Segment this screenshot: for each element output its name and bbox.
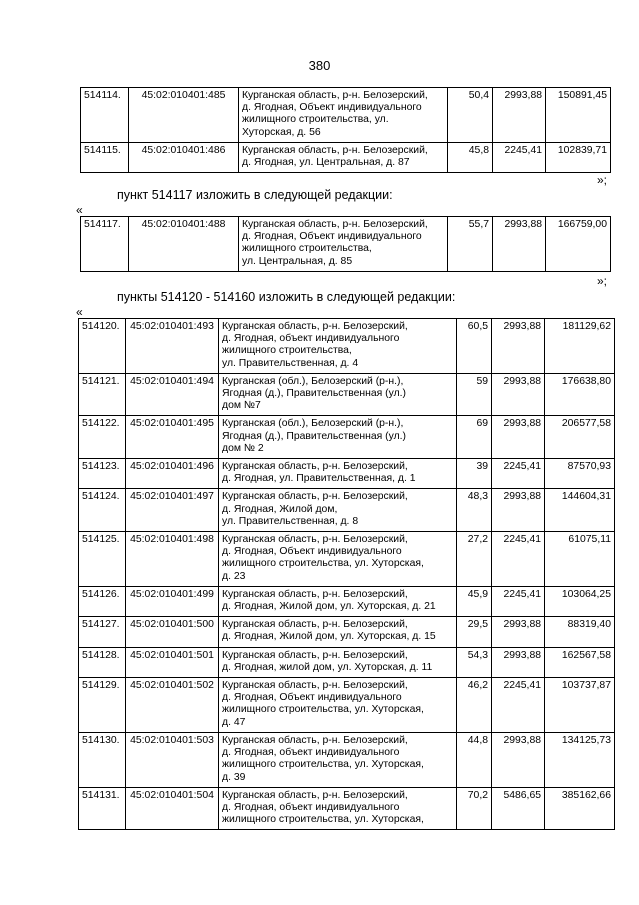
address-cell (239, 217, 448, 272)
address-line: д. 39 (222, 771, 246, 783)
address-line: д. Ягодная, Объект индивидуального (222, 692, 402, 704)
address-line: д. Ягодная, Жилой дом, ул. Хуторская, д. 15 (222, 631, 436, 643)
rate-value: 5486,65 (492, 787, 545, 830)
row-number: 514130. (79, 732, 126, 787)
area-value: 55,7 (448, 217, 493, 272)
row-number: 514115. (81, 142, 129, 172)
table-row (79, 732, 615, 787)
area-value: 46,2 (457, 678, 492, 733)
table-row (79, 373, 615, 416)
table-row (79, 787, 615, 830)
row-number: 514121. (79, 373, 126, 416)
address-cell (219, 617, 457, 647)
address-line: д. Ягодная, объект индивидуального (222, 333, 400, 345)
area-value: 54,3 (457, 647, 492, 677)
address-line: ул. Центральная, д. 85 (242, 255, 353, 267)
row-number: 514117. (81, 217, 129, 272)
rate-value: 2993,88 (492, 732, 545, 787)
cadastral-value: 134125,73 (545, 732, 615, 787)
address-line: Курганская область, р-н. Белозерский, (222, 534, 408, 546)
address-line: Курганская область, р-н. Белозерский, (222, 461, 408, 473)
cadastral-value: 144604,31 (545, 489, 615, 532)
row-number: 514126. (79, 586, 126, 616)
address-line: д. Ягодная, ул. Центральная, д. 87 (242, 157, 410, 169)
address-line: д. Ягодная, Объект индивидуального (222, 546, 402, 558)
address-line: жилищного строительства, ул. (242, 114, 389, 126)
cadastral-value: 166759,00 (546, 217, 611, 272)
address-line: Ягодная (д.), Правительственная (ул.) (222, 388, 406, 400)
address-line: Курганская область, р-н. Белозерский, (242, 144, 428, 156)
address-line: д. 23 (222, 570, 246, 582)
area-value: 27,2 (457, 532, 492, 587)
table-row (79, 459, 615, 489)
address-cell (219, 532, 457, 587)
address-line: д. Ягодная, объект индивидуального (222, 747, 400, 759)
address-line: Хуторская, д. 56 (242, 126, 321, 138)
address-cell (219, 373, 457, 416)
area-value: 60,5 (457, 319, 492, 374)
closing-quote: »; (596, 173, 607, 187)
address-line: Курганская область, р-н. Белозерский, (222, 491, 408, 503)
row-number: 514122. (79, 416, 126, 459)
area-value: 45,9 (457, 586, 492, 616)
address-cell (219, 459, 457, 489)
cadastral-number: 45:02:010401:502 (126, 678, 219, 733)
address-line: Курганская область, р-н. Белозерский, (222, 734, 408, 746)
cadastral-number: 45:02:010401:486 (129, 142, 239, 172)
cadastral-value: 88319,40 (545, 617, 615, 647)
address-line: дом № 2 (222, 442, 264, 454)
area-value: 50,4 (448, 88, 493, 143)
row-number: 514114. (81, 88, 129, 143)
address-cell (219, 647, 457, 677)
address-line: Курганская область, р-н. Белозерский, (222, 680, 408, 692)
address-line: жилищного строительства, ул. Хуторская, (222, 759, 424, 771)
address-line: Курганская (обл.), Белозерский (р-н.), (222, 418, 404, 430)
cadastral-value: 162567,58 (545, 647, 615, 677)
address-cell (219, 732, 457, 787)
rate-value: 2993,88 (492, 319, 545, 374)
row-number: 514129. (79, 678, 126, 733)
address-line: жилищного строительства, ул. Хуторская, (222, 814, 424, 826)
cadastral-number: 45:02:010401:501 (126, 647, 219, 677)
address-line: д. Ягодная, объект индивидуального (222, 801, 400, 813)
rate-value: 2245,41 (492, 586, 545, 616)
rate-value: 2993,88 (492, 647, 545, 677)
rate-value: 2245,41 (492, 678, 545, 733)
rate-value: 2993,88 (493, 217, 546, 272)
table-row (81, 217, 611, 272)
address-line: Курганская область, р-н. Белозерский, (222, 588, 408, 600)
address-cell (219, 586, 457, 616)
amendment-instruction: пункты 514120 - 514160 изложить в следующей редакции: (117, 290, 456, 304)
cadastral-number: 45:02:010401:504 (126, 787, 219, 830)
table-row (81, 88, 611, 143)
cadastral-number: 45:02:010401:494 (126, 373, 219, 416)
address-line: дом №7 (222, 400, 261, 412)
address-cell (239, 88, 448, 143)
address-cell (219, 678, 457, 733)
table-row (79, 647, 615, 677)
rate-value: 2993,88 (493, 88, 546, 143)
cadastral-value: 103064,25 (545, 586, 615, 616)
rate-value: 2993,88 (492, 617, 545, 647)
cadastral-number: 45:02:010401:495 (126, 416, 219, 459)
address-line: Курганская область, р-н. Белозерский, (222, 321, 408, 332)
address-line: ул. Правительственная, д. 8 (222, 515, 359, 527)
cadastral-value: 385162,66 (545, 787, 615, 830)
cadastral-number: 45:02:010401:485 (129, 88, 239, 143)
cadastral-value: 102839,71 (546, 142, 611, 172)
address-line: Курганская область, р-н. Белозерский, (222, 649, 408, 661)
address-line: жилищного строительства, (242, 243, 372, 255)
registry-table-2 (80, 216, 611, 272)
rate-value: 2993,88 (492, 489, 545, 532)
opening-quote: « (76, 203, 83, 217)
cadastral-value: 181129,62 (545, 319, 615, 374)
registry-table-3 (78, 318, 615, 830)
address-line: Курганская область, р-н. Белозерский, (222, 789, 408, 801)
address-line: ул. Правительственная, д. 4 (222, 357, 359, 369)
address-cell (219, 319, 457, 374)
row-number: 514125. (79, 532, 126, 587)
cadastral-number: 45:02:010401:497 (126, 489, 219, 532)
cadastral-number: 45:02:010401:503 (126, 732, 219, 787)
address-line: Курганская область, р-н. Белозерский, (222, 619, 408, 631)
cadastral-number: 45:02:010401:496 (126, 459, 219, 489)
rate-value: 2245,41 (492, 459, 545, 489)
cadastral-value: 176638,80 (545, 373, 615, 416)
table-row (79, 319, 615, 374)
row-number: 514131. (79, 787, 126, 830)
row-number: 514120. (79, 319, 126, 374)
address-line: д. Ягодная, ул. Правительственная, д. 1 (222, 473, 416, 485)
address-cell (219, 489, 457, 532)
area-value: 29,5 (457, 617, 492, 647)
table-row (79, 678, 615, 733)
address-line: д. Ягодная, Жилой дом, (222, 503, 338, 515)
address-line: Курганская (обл.), Белозерский (р-н.), (222, 375, 404, 387)
opening-quote: « (76, 305, 83, 319)
row-number: 514127. (79, 617, 126, 647)
address-line: д. Ягодная, жилой дом, ул. Хуторская, д. 11 (222, 661, 433, 673)
cadastral-value: 150891,45 (546, 88, 611, 143)
rate-value: 2993,88 (492, 373, 545, 416)
address-line: Курганская область, р-н. Белозерский, (242, 219, 428, 230)
rate-value: 2245,41 (493, 142, 546, 172)
amendment-instruction: пункт 514117 изложить в следующей редакции: (117, 188, 393, 202)
area-value: 44,8 (457, 732, 492, 787)
rate-value: 2245,41 (492, 532, 545, 587)
address-line: д. Ягодная, Жилой дом, ул. Хуторская, д. 21 (222, 601, 436, 613)
address-line: д. Ягодная, Объект индивидуального (242, 231, 422, 243)
closing-quote: »; (596, 274, 607, 288)
area-value: 39 (457, 459, 492, 489)
table-row (81, 142, 611, 172)
cadastral-value: 61075,11 (545, 532, 615, 587)
address-line: Ягодная (д.), Правительственная (ул.) (222, 430, 406, 442)
cadastral-value: 103737,87 (545, 678, 615, 733)
address-cell (239, 142, 448, 172)
row-number: 514128. (79, 647, 126, 677)
cadastral-number: 45:02:010401:493 (126, 319, 219, 374)
area-value: 45,8 (448, 142, 493, 172)
page-number: 380 (308, 58, 331, 73)
cadastral-value: 206577,58 (545, 416, 615, 459)
rate-value: 2993,88 (492, 416, 545, 459)
cadastral-number: 45:02:010401:498 (126, 532, 219, 587)
table-row (79, 532, 615, 587)
cadastral-number: 45:02:010401:499 (126, 586, 219, 616)
address-line: д. Ягодная, Объект индивидуального (242, 102, 422, 114)
address-line: д. 47 (222, 716, 246, 728)
address-line: жилищного строительства, ул. Хуторская, (222, 558, 424, 570)
table-row (79, 586, 615, 616)
table-row (79, 617, 615, 647)
row-number: 514124. (79, 489, 126, 532)
address-cell (219, 416, 457, 459)
area-value: 48,3 (457, 489, 492, 532)
cadastral-number: 45:02:010401:500 (126, 617, 219, 647)
address-line: жилищного строительства, (222, 345, 352, 357)
cadastral-value: 87570,93 (545, 459, 615, 489)
cadastral-number: 45:02:010401:488 (129, 217, 239, 272)
area-value: 69 (457, 416, 492, 459)
address-line: Курганская область, р-н. Белозерский, (242, 90, 428, 101)
address-line: жилищного строительства, ул. Хуторская, (222, 704, 424, 716)
address-cell (219, 787, 457, 830)
area-value: 59 (457, 373, 492, 416)
area-value: 70,2 (457, 787, 492, 830)
table-row (79, 416, 615, 459)
table-row (79, 489, 615, 532)
registry-table-1 (80, 87, 611, 173)
row-number: 514123. (79, 459, 126, 489)
